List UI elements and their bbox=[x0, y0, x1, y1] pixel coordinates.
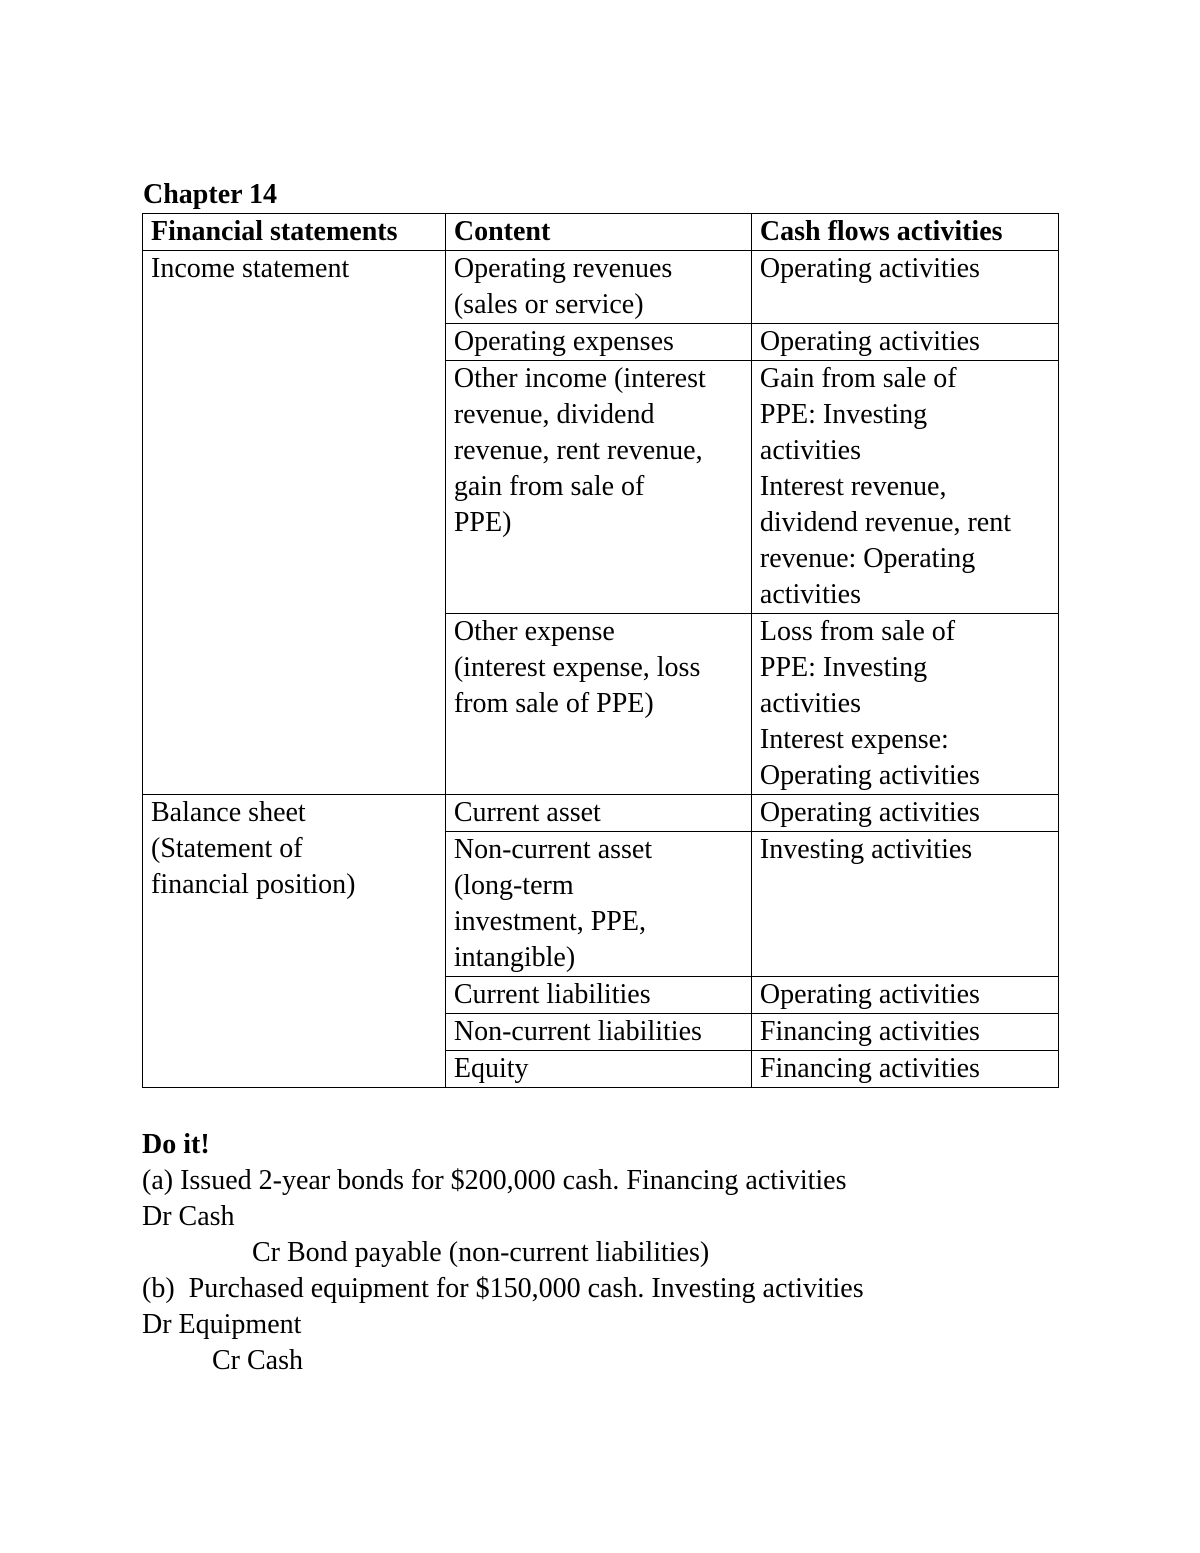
content-cell bbox=[445, 614, 751, 795]
content-line: (long-term bbox=[453, 870, 574, 901]
content-line: Non-current asset bbox=[453, 834, 653, 865]
cash-flow-line: Investing activities bbox=[759, 834, 973, 865]
table-row bbox=[143, 251, 1059, 324]
statement-label-line: (Statement of bbox=[151, 833, 303, 864]
do-it-heading: Do it! bbox=[142, 1129, 210, 1160]
do-it-line: Dr Cash bbox=[142, 1201, 235, 1232]
do-it-lines bbox=[142, 1163, 864, 1379]
content-cell bbox=[445, 832, 751, 977]
content-line: Operating revenues bbox=[453, 253, 673, 284]
content-line: investment, PPE, bbox=[453, 906, 646, 937]
content-line: from sale of PPE) bbox=[453, 688, 654, 719]
content-line: PPE) bbox=[453, 507, 512, 538]
cash-flow-cell bbox=[751, 614, 1058, 795]
content-line: Equity bbox=[453, 1053, 529, 1084]
content-cell bbox=[445, 1014, 751, 1051]
cash-flow-line: Operating activities bbox=[759, 797, 980, 828]
header-content: Content bbox=[445, 214, 751, 251]
content-cell bbox=[445, 361, 751, 614]
cash-flow-line: Operating activities bbox=[759, 326, 980, 357]
cash-flow-line: activities bbox=[759, 579, 861, 610]
statement-label-line: financial position) bbox=[151, 869, 356, 900]
chapter-title: Chapter 14 bbox=[143, 179, 278, 210]
content-line: Non-current liabilities bbox=[453, 1016, 702, 1047]
content-cell bbox=[445, 977, 751, 1014]
cash-flow-line: PPE: Investing bbox=[759, 399, 928, 430]
cash-flow-line: Operating activities bbox=[759, 979, 980, 1010]
cash-flow-cell bbox=[751, 832, 1058, 977]
statement-label: Income statement bbox=[151, 253, 350, 284]
do-it-line: (b) Purchased equipment for $150,000 cash. Investing activities bbox=[142, 1273, 864, 1304]
cash-flow-cell bbox=[751, 324, 1058, 361]
content-cell bbox=[445, 251, 751, 324]
do-it-line: Cr Cash bbox=[212, 1345, 303, 1376]
statement-cell bbox=[143, 251, 446, 795]
cash-flow-line: Interest expense: bbox=[759, 724, 949, 755]
header-cash-flows-activities: Cash flows activities bbox=[751, 214, 1058, 251]
cash-flow-line: Operating activities bbox=[759, 760, 980, 791]
cash-flow-line: Gain from sale of bbox=[759, 363, 957, 394]
do-it-line: Cr Bond payable (non-current liabilities) bbox=[252, 1237, 710, 1268]
content-cell bbox=[445, 1051, 751, 1088]
cash-flow-line: dividend revenue, rent bbox=[759, 507, 1012, 538]
do-it-section bbox=[142, 1127, 864, 1379]
cash-flow-cell bbox=[751, 1014, 1058, 1051]
do-it-line: Dr Equipment bbox=[142, 1309, 302, 1340]
cash-flow-cell bbox=[751, 361, 1058, 614]
cash-flow-line: Interest revenue, bbox=[759, 471, 947, 502]
content-line: Other expense bbox=[453, 616, 615, 647]
statement-label-line: Balance sheet bbox=[151, 797, 306, 828]
content-cell bbox=[445, 795, 751, 832]
do-it-line: (a) Issued 2-year bonds for $200,000 cash. Financing activities bbox=[142, 1165, 847, 1196]
cash-flow-line: activities bbox=[759, 435, 861, 466]
cash-flow-cell bbox=[751, 795, 1058, 832]
header-financial-statements: Financial statements bbox=[143, 214, 446, 251]
content-line: Operating expenses bbox=[453, 326, 674, 357]
cash-flow-cell bbox=[751, 251, 1058, 324]
statement-cell bbox=[143, 795, 446, 1088]
table-header-row bbox=[143, 214, 1059, 251]
cash-flow-cell bbox=[751, 1051, 1058, 1088]
content-cell bbox=[445, 324, 751, 361]
content-line: intangible) bbox=[453, 942, 576, 973]
content-line: revenue, dividend bbox=[453, 399, 655, 430]
cash-flow-line: Loss from sale of bbox=[759, 616, 956, 647]
cash-flow-line: revenue: Operating bbox=[759, 543, 976, 574]
cash-flow-cell bbox=[751, 977, 1058, 1014]
cash-flow-line: Financing activities bbox=[759, 1016, 980, 1047]
content-line: Current liabilities bbox=[453, 979, 651, 1010]
content-line: Current asset bbox=[453, 797, 601, 828]
content-line: (sales or service) bbox=[453, 289, 644, 320]
cash-flow-line: activities bbox=[759, 688, 861, 719]
content-line: Other income (interest bbox=[453, 363, 706, 394]
financial-statements-table bbox=[142, 213, 1059, 1088]
content-line: (interest expense, loss bbox=[453, 652, 701, 683]
cash-flow-line: PPE: Investing bbox=[759, 652, 928, 683]
cash-flow-line: Financing activities bbox=[759, 1053, 980, 1084]
table-body bbox=[143, 251, 1059, 1088]
cash-flow-line: Operating activities bbox=[759, 253, 980, 284]
table-row bbox=[143, 795, 1059, 832]
content-line: revenue, rent revenue, bbox=[453, 435, 703, 466]
content-line: gain from sale of bbox=[453, 471, 645, 502]
